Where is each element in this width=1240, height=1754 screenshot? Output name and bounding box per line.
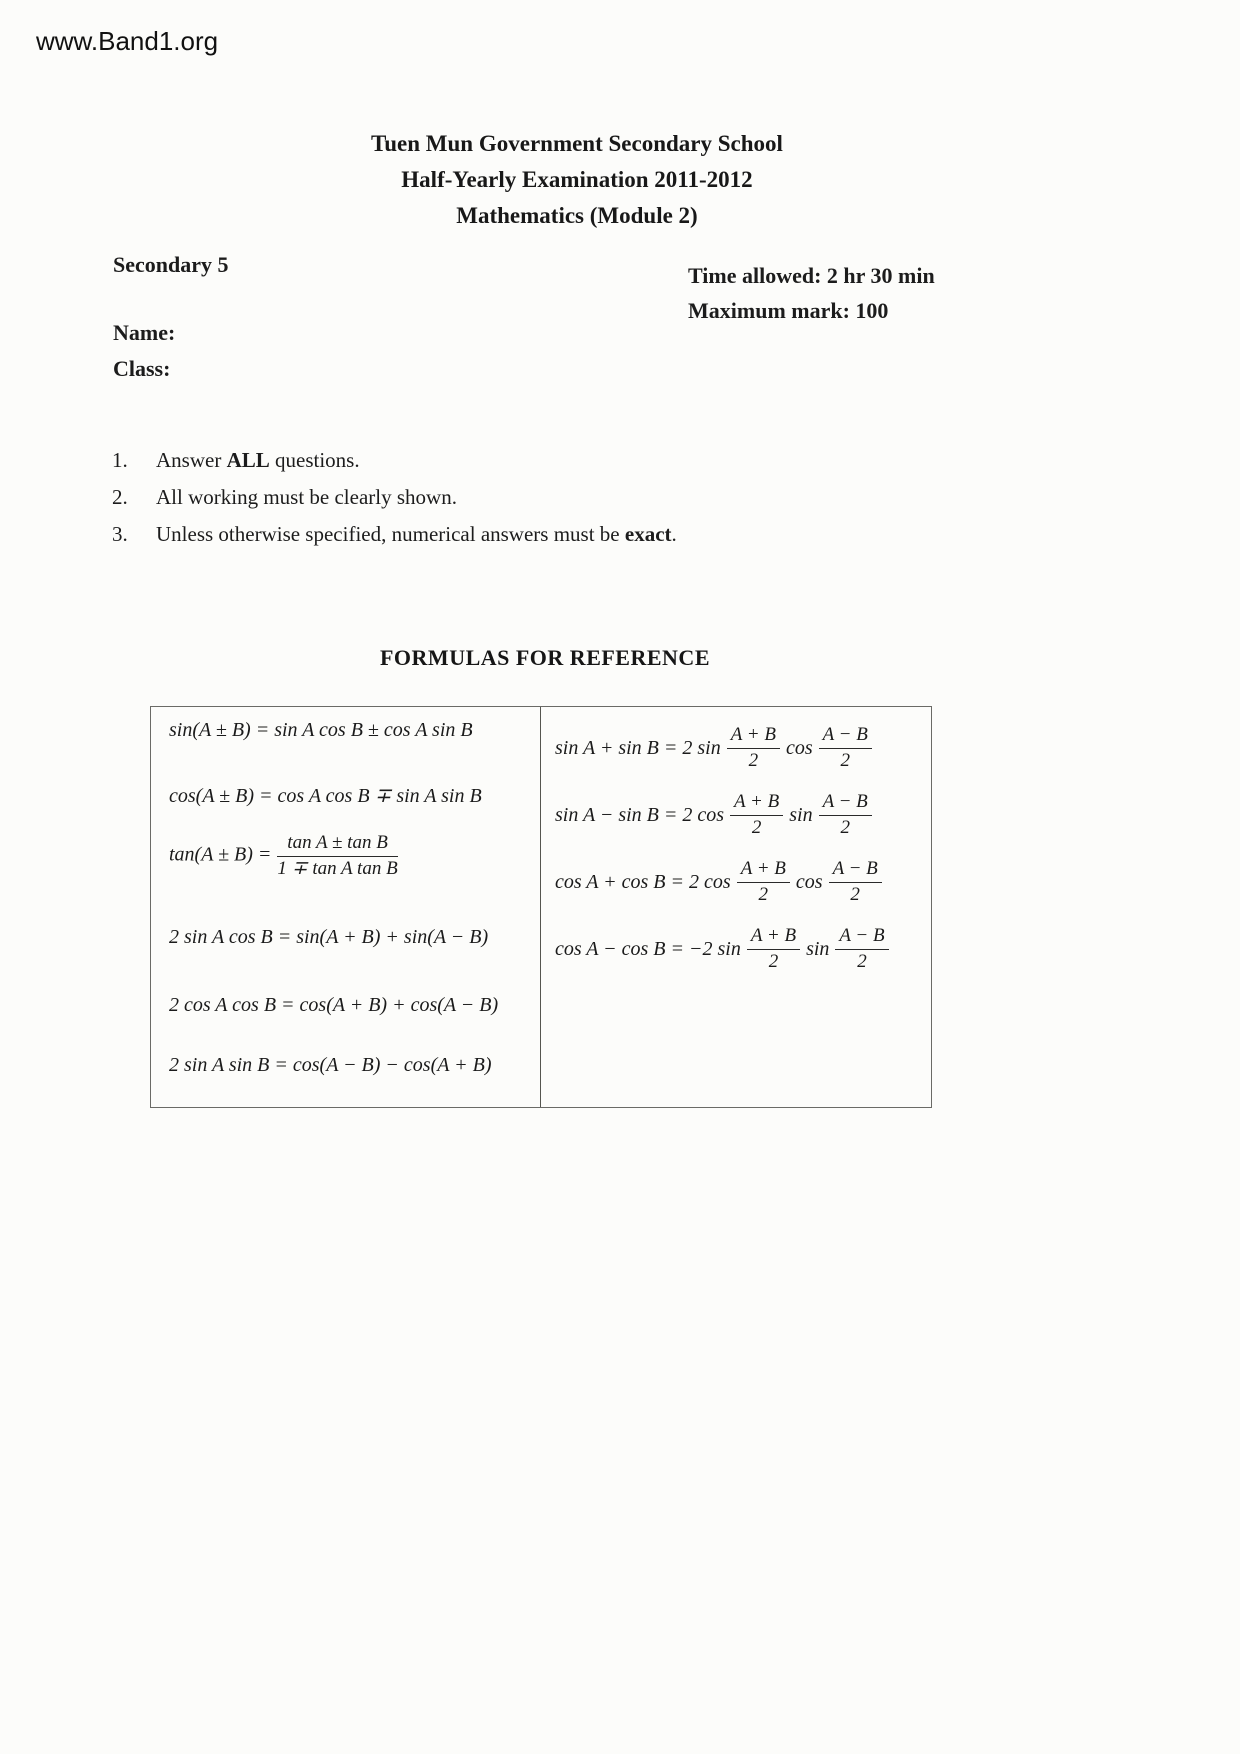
fraction-denominator: 2: [840, 750, 850, 771]
instruction-text: [156, 485, 457, 510]
fraction-numerator: A + B: [727, 724, 780, 749]
instruction-number: 1.: [112, 448, 128, 472]
instruction-text-pre: Unless otherwise specified, numerical answers must be: [156, 522, 625, 546]
formula-sin-compound-angle: sin(A ± B) = sin A cos B ± cos A sin B: [169, 719, 473, 741]
formula-sum-to-product-sin-minus-sin: [555, 786, 931, 844]
instruction-text-pre: All working must be clearly shown.: [156, 485, 457, 509]
formula-lhs: sin A − sin B = 2 cos: [555, 803, 725, 826]
fraction: [730, 791, 783, 839]
formula-column-right: [541, 707, 931, 1107]
instruction-item: [112, 448, 677, 473]
fraction-numerator: A − B: [819, 724, 872, 749]
instruction-text: [156, 448, 360, 473]
formula-sum-to-product-cos-minus-cos: [555, 920, 931, 978]
fraction: [819, 791, 872, 839]
fraction-numerator: A − B: [829, 858, 882, 883]
formula-mid-operator: sin: [789, 803, 813, 826]
formula-table: [150, 706, 932, 1108]
maximum-mark: Maximum mark: 100: [688, 298, 889, 323]
fraction-numerator: A − B: [835, 925, 888, 950]
instruction-number: 2.: [112, 485, 128, 509]
fraction: [829, 858, 882, 906]
formula-tan-lhs: tan(A ± B) =: [169, 843, 272, 866]
class-label: Class:: [113, 356, 171, 381]
formula-mid-operator: sin: [806, 937, 830, 960]
instruction-text-emph: exact: [624, 522, 672, 546]
instruction-text-emph: ALL: [226, 448, 270, 472]
formula-lhs: cos A − cos B = −2 sin: [555, 937, 741, 960]
formula-column-left: [151, 707, 541, 1107]
formula-mid-operator: cos: [785, 736, 813, 759]
fraction-numerator: A + B: [747, 925, 800, 950]
fraction-denominator: 2: [850, 884, 860, 905]
fraction-numerator: tan A ± tan B: [277, 832, 397, 857]
instruction-text-pre: Answer: [156, 448, 227, 472]
formula-mid-operator: cos: [795, 870, 823, 893]
formula-sum-to-product-sin-plus-sin: [555, 719, 931, 777]
fraction-denominator: 2: [758, 884, 769, 905]
instruction-text-post: .: [671, 522, 677, 546]
instruction-text: [156, 522, 677, 547]
formula-product-cos-cos: 2 cos A cos B = cos(A + B) + cos(A − B): [169, 993, 499, 1016]
formula-tan-compound-angle: [169, 832, 540, 880]
fraction-denominator: 2: [840, 817, 850, 838]
formula-lhs: cos A + cos B = 2 cos: [555, 870, 731, 893]
formulas-heading: FORMULAS FOR REFERENCE: [379, 645, 710, 670]
instruction-item: [112, 485, 677, 510]
fraction: [277, 832, 397, 880]
instruction-text-post: questions.: [269, 448, 360, 472]
formula-sum-to-product-cos-plus-cos: [555, 853, 931, 911]
school-name: Tuen Mun Government Secondary School: [371, 131, 783, 156]
instruction-number: 3.: [112, 522, 128, 546]
watermark-url: www.Band1.org: [36, 26, 219, 56]
instruction-item: [112, 522, 677, 547]
fraction-denominator: 2: [748, 750, 759, 771]
time-allowed: Time allowed: 2 hr 30 min: [688, 263, 935, 288]
fraction-numerator: A + B: [730, 791, 783, 816]
fraction: [737, 858, 790, 906]
fraction: [747, 925, 800, 973]
fraction-numerator: A − B: [819, 791, 872, 816]
fraction-denominator: 2: [857, 951, 867, 972]
subject-title: Mathematics (Module 2): [456, 203, 698, 228]
exam-title: Half-Yearly Examination 2011-2012: [401, 167, 753, 192]
fraction: [819, 724, 872, 772]
formula-lhs: sin A + sin B = 2 sin: [555, 736, 721, 759]
exam-conditions: [688, 258, 935, 328]
formula-product-sin-sin: 2 sin A sin B = cos(A − B) − cos(A + B): [169, 1053, 492, 1076]
fraction-numerator: A + B: [737, 858, 790, 883]
formula-cos-compound-angle: cos(A ± B) = cos A cos B ∓ sin A sin B: [169, 785, 482, 807]
title-block: [0, 126, 1154, 234]
fraction: [835, 925, 888, 973]
fraction: [727, 724, 780, 772]
level-label: Secondary 5: [113, 252, 229, 277]
instructions-list: [112, 448, 677, 559]
fraction-denominator: 2: [751, 817, 762, 838]
fraction-denominator: 1 ∓ tan A tan B: [277, 857, 398, 879]
name-label: Name:: [113, 320, 176, 345]
formula-product-sin-cos: 2 sin A cos B = sin(A + B) + sin(A − B): [169, 925, 489, 948]
fraction-denominator: 2: [768, 951, 779, 972]
